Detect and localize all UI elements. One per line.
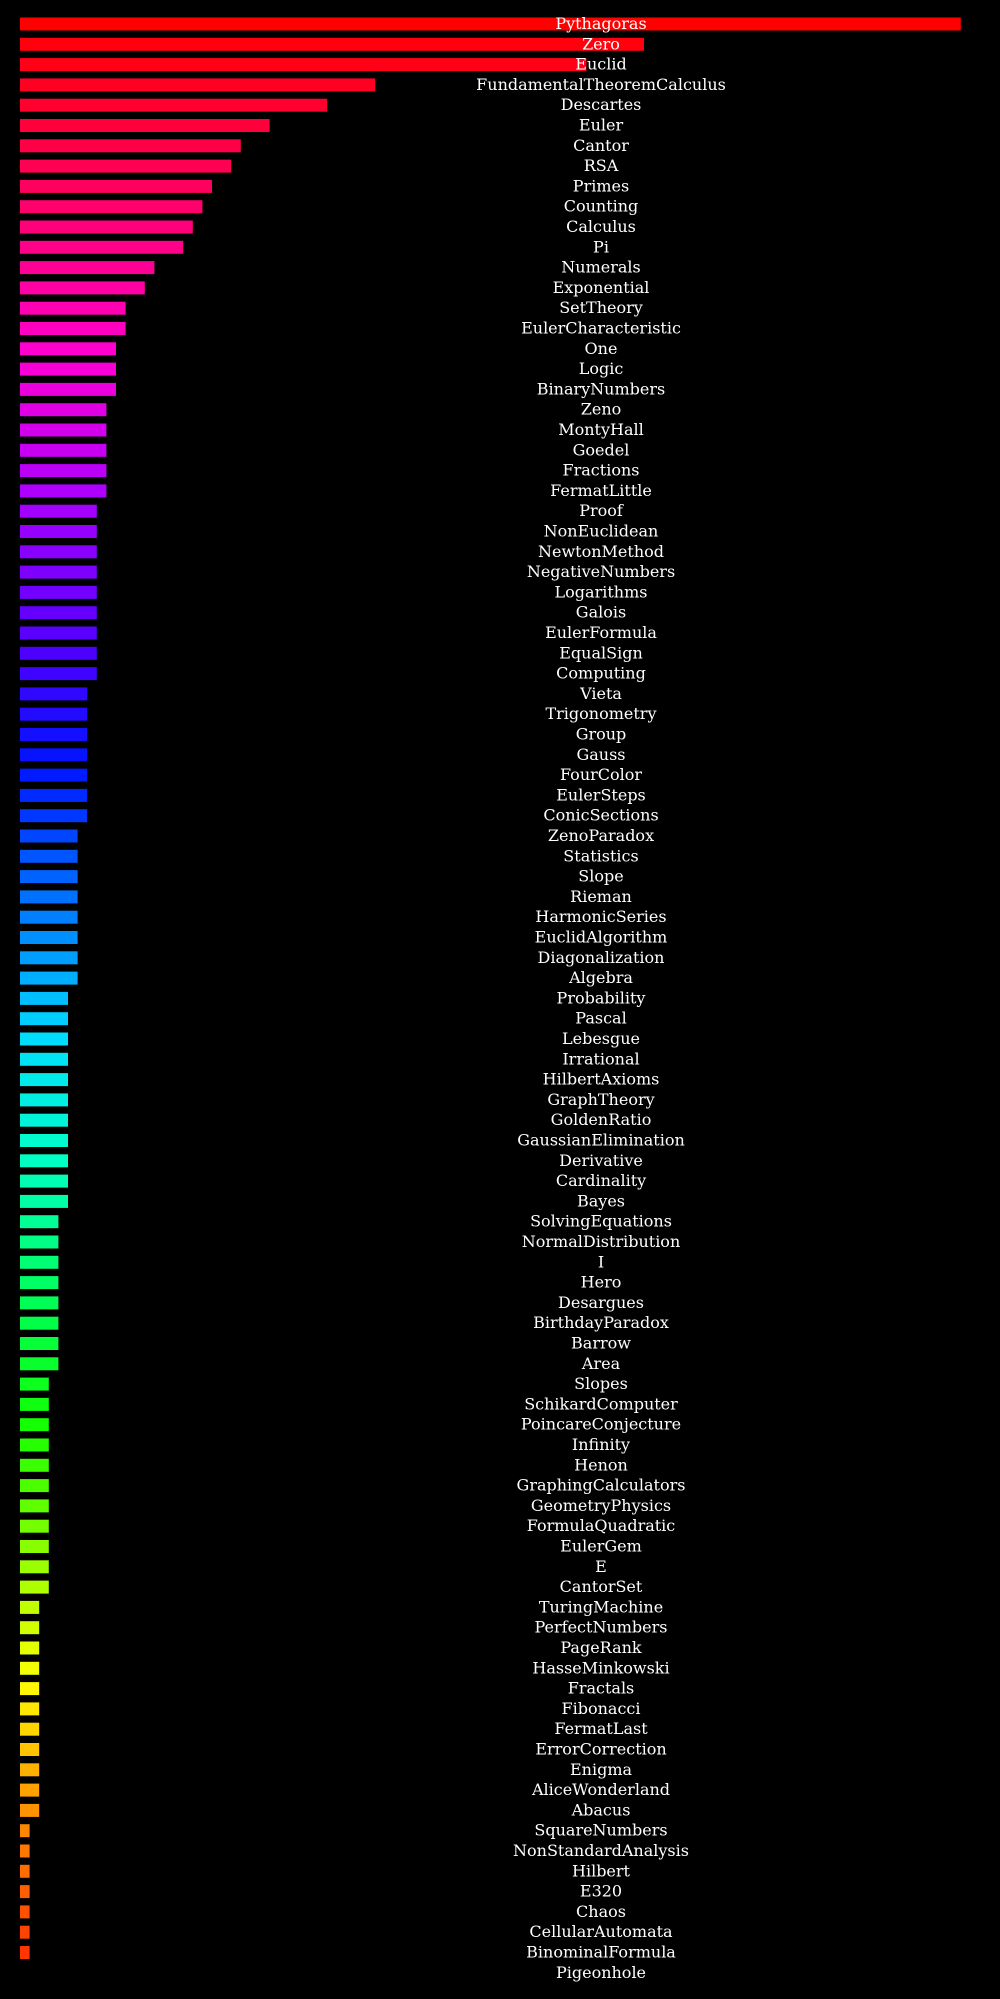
bar-Slopes [20,1378,49,1391]
bar-PoincareConjecture [20,1418,49,1431]
category-label: Euclid [575,54,627,74]
bar-E320 [20,1885,30,1898]
bar-Vieta [20,687,87,700]
bar-FermatLittle [20,484,106,497]
category-label: Logarithms [554,582,648,602]
category-label: NewtonMethod [538,541,664,561]
category-label: Numerals [561,257,641,277]
bar-NewtonMethod [20,545,97,558]
bar-Euler [20,119,270,132]
bar-Calculus [20,221,193,234]
category-label: Exponential [552,277,650,297]
category-label: Statistics [563,846,639,866]
bar-Descartes [20,99,327,112]
category-label: Euler [578,115,624,135]
bar-NonStandardAnalysis [20,1845,30,1858]
bar-SolvingEquations [20,1215,58,1228]
category-label: FundamentalTheoremCalculus [476,74,726,94]
bar-SetTheory [20,302,126,315]
category-label: PageRank [560,1638,642,1657]
category-label: Lebesgue [561,1029,641,1048]
category-label: Hero [580,1272,622,1292]
bar-Statistics [20,850,78,863]
bar-GraphTheory [20,1093,68,1106]
category-label: NormalDistribution [521,1232,681,1251]
bar-Logic [20,363,116,376]
category-label: MontyHall [558,420,644,439]
category-label: TuringMachine [538,1597,664,1617]
bar-Zeno [20,403,106,416]
category-label: E [595,1556,607,1576]
category-label: Vieta [580,683,622,703]
category-label: Zeno [580,399,622,419]
category-label: EuclidAlgorithm [534,927,668,947]
bar-Diagonalization [20,951,78,964]
category-label: BinominalFormula [526,1942,676,1962]
bar-Pythagoras [20,18,961,31]
category-label: Zero [582,34,620,54]
bar-Galois [20,606,97,619]
bar-FourColor [20,769,87,782]
category-label: Fractals [567,1678,635,1698]
category-label: Desargues [558,1292,644,1312]
category-label: SchikardComputer [524,1394,678,1414]
category-label: Descartes [560,95,642,115]
category-label: Fibonacci [561,1698,641,1718]
bar-Bayes [20,1195,68,1208]
bar-Trigonometry [20,708,87,721]
bar-I [20,1256,58,1269]
bar-Fibonacci [20,1702,39,1715]
category-label: RSA [583,156,619,176]
category-label: Pigeonhole [555,1962,647,1982]
category-label: GeometryPhysics [530,1495,672,1515]
bar-SchikardComputer [20,1398,49,1411]
bar-NonEuclidean [20,525,97,538]
category-label: Cantor [573,135,629,155]
category-label: FermatLittle [550,480,652,500]
bar-ConicSections [20,809,87,822]
category-label: Trigonometry [545,704,657,724]
bar-Probability [20,992,68,1005]
category-label: Algebra [569,968,633,988]
bar-NormalDistribution [20,1236,58,1249]
category-label: PoincareConjecture [520,1414,682,1434]
category-label: Abacus [571,1800,631,1820]
category-label: SetTheory [559,298,643,318]
category-label: AliceWonderland [531,1780,671,1800]
category-label: Derivative [559,1150,643,1170]
bar-Proof [20,505,97,518]
bar-Logarithms [20,586,97,599]
bar-PageRank [20,1642,39,1655]
bar-Derivative [20,1154,68,1167]
category-label: Rieman [570,886,632,906]
bar-EulerCharacteristic [20,322,126,335]
category-label: Cardinality [555,1171,647,1191]
category-label: One [584,338,618,358]
bar-BirthdayParadox [20,1317,58,1330]
category-label: Logic [578,359,624,379]
bar-Gauss [20,748,87,761]
category-label: Goedel [572,440,630,460]
category-label: Computing [556,663,646,683]
category-label: GaussianElimination [517,1130,685,1150]
bar-Pi [20,241,183,254]
bar-Computing [20,667,97,680]
bar-ErrorCorrection [20,1743,39,1756]
category-label: Henon [574,1455,628,1475]
category-label: BirthdayParadox [533,1313,669,1333]
category-label: Proof [579,501,623,521]
category-label: SolvingEquations [530,1211,672,1231]
bar-GeometryPhysics [20,1499,49,1512]
category-label: Pascal [575,1008,627,1028]
category-label: NonStandardAnalysis [513,1841,689,1860]
bar-Slope [20,870,78,883]
bar-HasseMinkowski [20,1662,39,1675]
bar-E [20,1560,49,1573]
category-label: HarmonicSeries [535,907,667,927]
category-label: FormulaQuadratic [526,1516,676,1536]
category-label: BinaryNumbers [536,379,666,399]
category-label: Chaos [576,1901,626,1921]
category-label: Bayes [576,1191,626,1211]
category-label: Slopes [574,1374,628,1394]
bar-Enigma [20,1763,39,1776]
bar-Irrational [20,1053,68,1066]
category-label: Gauss [576,744,626,764]
category-label: ConicSections [543,805,659,825]
bar-AliceWonderland [20,1784,39,1797]
bar-Counting [20,200,202,213]
category-label: Infinity [571,1435,631,1454]
category-label: Pythagoras [555,14,647,33]
bar-EulerFormula [20,627,97,640]
bar-FundamentalTheoremCalculus [20,78,375,91]
category-label: NonEuclidean [543,521,659,541]
bar-Cardinality [20,1175,68,1188]
bar-Zero [20,38,644,51]
category-label: EulerSteps [556,785,646,805]
bar-TuringMachine [20,1601,39,1614]
bar-RSA [20,160,231,173]
category-label: EulerCharacteristic [521,318,681,338]
bar-CellularAutomata [20,1926,30,1939]
bar-One [20,342,116,355]
bar-EulerGem [20,1540,49,1553]
category-label: EulerFormula [545,623,657,642]
category-label: EulerGem [560,1536,642,1556]
category-label: CantorSet [559,1577,643,1597]
bar-NegativeNumbers [20,566,97,579]
category-label: I [597,1252,605,1272]
bar-HarmonicSeries [20,911,78,924]
bar-Pascal [20,1012,68,1025]
category-label: FermatLast [554,1719,648,1739]
category-label: Hilbert [572,1861,630,1881]
bar-Goedel [20,444,106,457]
category-label: CellularAutomata [529,1922,673,1942]
bar-Abacus [20,1804,39,1817]
bar-MontyHall [20,424,106,437]
bar-Hilbert [20,1865,30,1878]
category-label: Diagonalization [537,947,665,967]
category-label: GraphingCalculators [516,1475,686,1495]
bar-EulerSteps [20,789,87,802]
bar-FormulaQuadratic [20,1520,49,1533]
category-label: Barrow [571,1333,631,1353]
bar-Chaos [20,1905,30,1918]
bar-GraphingCalculators [20,1479,49,1492]
bar-Euclid [20,58,586,71]
category-label: Primes [572,176,630,196]
category-label: Slope [578,866,624,886]
bar-BinominalFormula [20,1946,30,1959]
category-label: HasseMinkowski [532,1658,670,1678]
bar-Henon [20,1459,49,1472]
category-label: Group [575,724,627,744]
bar-GaussianElimination [20,1134,68,1147]
bar-Algebra [20,972,78,985]
category-label: Area [581,1353,621,1373]
category-label: ErrorCorrection [535,1739,667,1759]
category-label: Probability [556,988,646,1008]
bar-FermatLast [20,1723,39,1736]
category-label: Fractions [562,460,640,480]
category-label: SquareNumbers [534,1820,668,1840]
bar-PerfectNumbers [20,1621,39,1634]
bar-Group [20,728,87,741]
bar-HilbertAxioms [20,1073,68,1086]
bar-Desargues [20,1296,58,1309]
bar-GoldenRatio [20,1114,68,1127]
bar-Infinity [20,1439,49,1452]
category-label: GoldenRatio [550,1110,652,1130]
bar-EuclidAlgorithm [20,931,78,944]
bar-Primes [20,180,212,193]
category-label: NegativeNumbers [526,562,676,582]
bar-Hero [20,1276,58,1289]
bar-Exponential [20,281,145,294]
category-label: GraphTheory [547,1089,655,1109]
category-label: FourColor [559,765,643,785]
bar-Cantor [20,139,241,152]
bar-EqualSign [20,647,97,660]
bar-Area [20,1357,58,1370]
category-label: E320 [579,1881,623,1901]
bar-ZenoParadox [20,830,78,843]
bar-SquareNumbers [20,1824,30,1837]
category-label: Irrational [562,1049,640,1069]
category-label: Calculus [566,217,636,236]
category-label: Enigma [569,1759,633,1779]
bar-Fractals [20,1682,39,1695]
category-label: PerfectNumbers [534,1617,668,1637]
category-label: ZenoParadox [547,826,655,845]
bar-CantorSet [20,1581,49,1594]
category-label: HilbertAxioms [542,1069,660,1089]
bar-Lebesgue [20,1033,68,1046]
category-label: Pi [593,237,609,257]
bar-Barrow [20,1337,58,1350]
bar-Numerals [20,261,154,274]
bar-BinaryNumbers [20,383,116,396]
bar-Fractions [20,464,106,477]
category-label: Galois [575,602,627,622]
category-label: EqualSign [559,643,643,663]
bar-Rieman [20,890,78,903]
category-label: Counting [563,196,639,216]
